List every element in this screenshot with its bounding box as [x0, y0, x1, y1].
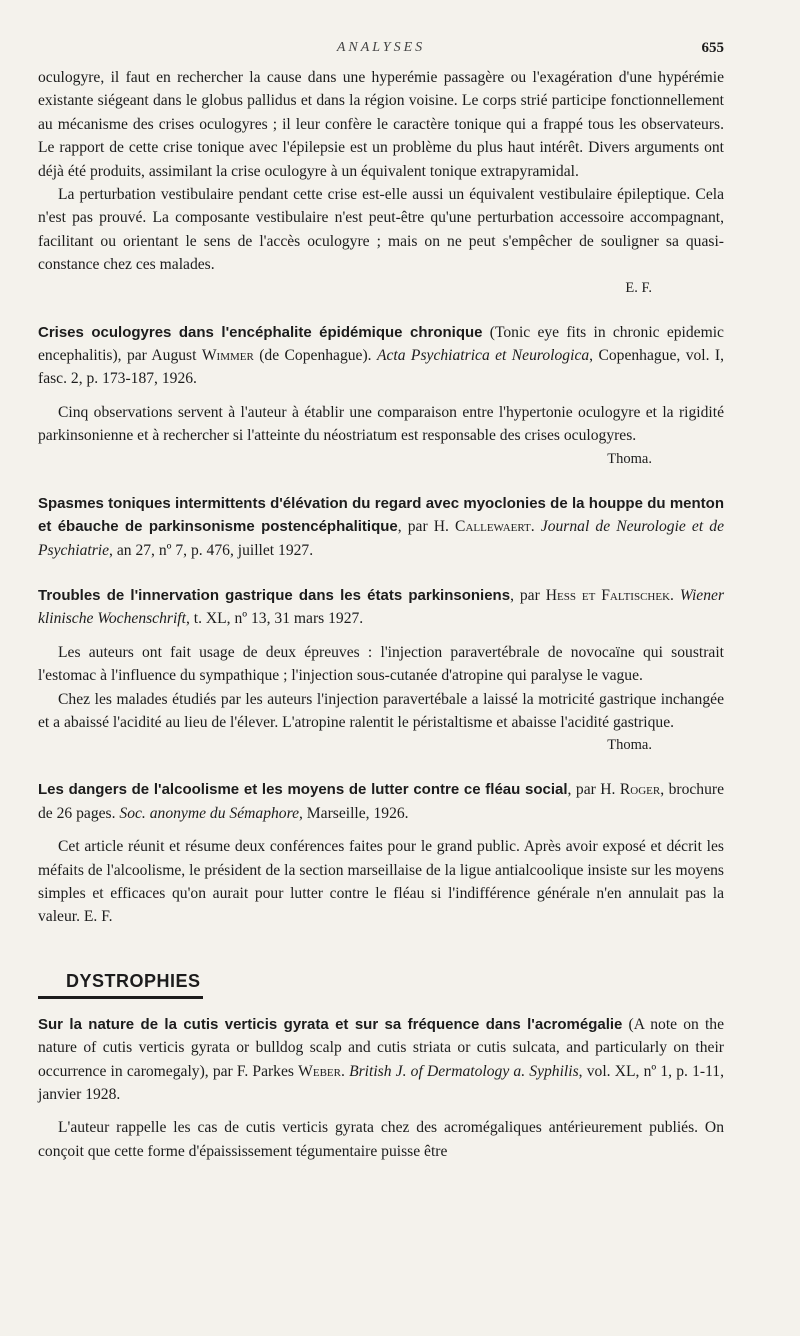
entry-author: Weber: [298, 1062, 341, 1080]
intro-signature: E. F.: [625, 279, 652, 296]
entry-bib-pre: , par H.: [397, 518, 456, 536]
running-head: [38, 40, 724, 66]
entry-body: Cet article réunit et résume deux conférences faites pour le grand public. Après avoir exposé et décrit les méfaits de l'alcoolisme, le président de la section marseillaise de la ligue antialcoolique insiste sur les moyens simples et efficaces qu'on aurait pour lutter contre le fléau si l'indifférence générale n'en annulait pas la valeur. E. F.: [38, 838, 724, 926]
entry-bib-post: , Copenhague, vol. I, fasc. 2, p. 173-187, 1926.: [38, 347, 724, 388]
entry-heading: [38, 321, 724, 391]
entry-bib-post: , t. XL, nº 13, 31 mars 1927.: [185, 610, 364, 628]
entry-bib-mid: (de Copenhague).: [253, 347, 377, 365]
entry-bib-pre: , par: [510, 586, 546, 604]
entry-heading: [38, 492, 724, 562]
entry-bib-post: , an 27, nº 7, p. 476, juillet 1927.: [109, 541, 314, 559]
entry-bib-pre: (A note on the nature of cutis verticis gyrata or bulldog scalp and cutis striata or cutis sulcata, and particularly on their occurrence in caromegaly), par F. Parkes: [38, 1015, 724, 1080]
entry-bib-mid: .: [530, 518, 541, 536]
intro-paragraph-1: oculogyre, il faut en rechercher la cause dans une hyperémie passagère ou l'exagération d'une hypérémie existante siégeant dans le globus pallidus et dans la région voisine. Le corps strié participe fonctionnellement au mécanisme des crises oculogyres ; il leur confère le caractère tonique qui a frappé tous les observateurs. Le rapport de cette crise tonique avec l'épilepsie est un problème du plus haut intérêt. Divers arguments ont déjà été produits, assimilant la crise oculogyre à un équivalent tonique extrapyramidal.: [38, 69, 724, 180]
entry-title: Troubles de l'innervation gastrique dans les états parkinsoniens: [38, 586, 511, 604]
page: [38, 40, 724, 1163]
entry-body: Les auteurs ont fait usage de deux épreuves : l'injection paravertébrale de novocaïne qui soustrait l'estomac à l'influence du sympathique ; l'injection sous-cutanée d'atropine qui paralyse le vague.: [38, 643, 724, 685]
abstract-entry: [38, 492, 724, 562]
section-heading: DYSTROPHIES: [38, 971, 203, 999]
running-title: ANALYSES: [336, 40, 426, 55]
entry-journal: Soc. anonyme du Sémaphore: [119, 804, 299, 822]
abstract-entry: [38, 1013, 724, 1163]
entry-bib-mid: , brochure de 26 pages.: [38, 781, 724, 822]
entry-title: Spasmes toniques intermittents d'élévation du regard avec myoclonies de la houppe du menton et ébauche de parkinsonisme postencéphalitique: [38, 494, 724, 536]
entry-author: Hess et Faltischek: [545, 586, 671, 604]
page-number: 655: [701, 40, 724, 56]
entry-journal: Journal de Neurologie et de Psychiatrie: [38, 518, 724, 559]
abstract-entry: [38, 321, 724, 470]
entry-bib-pre: (Tonic eye fits in chronic epidemic encephalitis), par August: [38, 323, 724, 365]
section-heading-wrap: [38, 951, 724, 999]
entry-bib-post: , vol. XL, nº 1, p. 1-11, janvier 1928.: [38, 1062, 725, 1103]
entry-title: Crises oculogyres dans l'encéphalite épidémique chronique: [38, 323, 483, 341]
entry-bib-mid: .: [670, 586, 680, 604]
entry-body: Cinq observations servent à l'auteur à établir une comparaison entre l'hypertonie oculogyre et la rigidité parkinsonienne et à rechercher si l'atteinte du néostriatum est responsable des crises oculogyres.: [38, 403, 724, 445]
entry-body: L'auteur rappelle les cas de cutis verticis gyrata chez des acromégaliques antérieurement publiés. On conçoit que cette forme d'épaississement tégumentaire puisse être: [38, 1119, 724, 1160]
entry-title: Sur la nature de la cutis verticis gyrata et sur sa fréquence dans l'acromégalie: [38, 1015, 623, 1033]
entry-signature: Thoma.: [607, 450, 652, 467]
abstract-entry: [38, 584, 724, 756]
entry-title: Les dangers de l'alcoolisme et les moyens de lutter contre ce fléau social: [38, 781, 568, 799]
abstract-entry: [38, 778, 724, 928]
entry-heading: [38, 584, 724, 631]
entry-journal: Acta Psychiatrica et Neurologica: [376, 347, 590, 365]
entry-journal: Wiener klinische Wochenschrift: [38, 586, 725, 628]
intro-paragraph-2: La perturbation vestibulaire pendant cette crise est-elle aussi un équivalent vestibulaire épileptique. Cela n'est pas prouvé. La composante vestibulaire n'est peut-être qu'une perturbation accessoire accompagnant, facilitant ou orientant le sens de l'accès oculogyre ; mais on ne peut s'empêcher de souligner sa quasi-constance chez ces malades.: [38, 186, 724, 274]
entry-heading: [38, 1013, 724, 1107]
entry-signature: Thoma.: [607, 737, 652, 754]
entry-author: Roger: [619, 781, 661, 799]
entry-bib-post: , Marseille, 1926.: [299, 804, 409, 822]
entry-author: Callewaert: [455, 518, 531, 536]
entry-bib-pre: , par H.: [567, 781, 620, 799]
entry-body: Chez les malades étudiés par les auteurs l'injection paravertébale a laissé la motricité gastrique inchangée et a abaissé l'acidité au lieu de l'élever. L'atropine ralentit le péristaltisme et abaisse l'acidité gastrique.: [38, 690, 724, 731]
entry-journal: British J. of Dermatology a. Syphilis: [349, 1062, 579, 1080]
entry-author: Wimmer: [201, 347, 254, 365]
entry-heading: [38, 778, 724, 825]
entry-bib-mid: .: [340, 1062, 350, 1080]
